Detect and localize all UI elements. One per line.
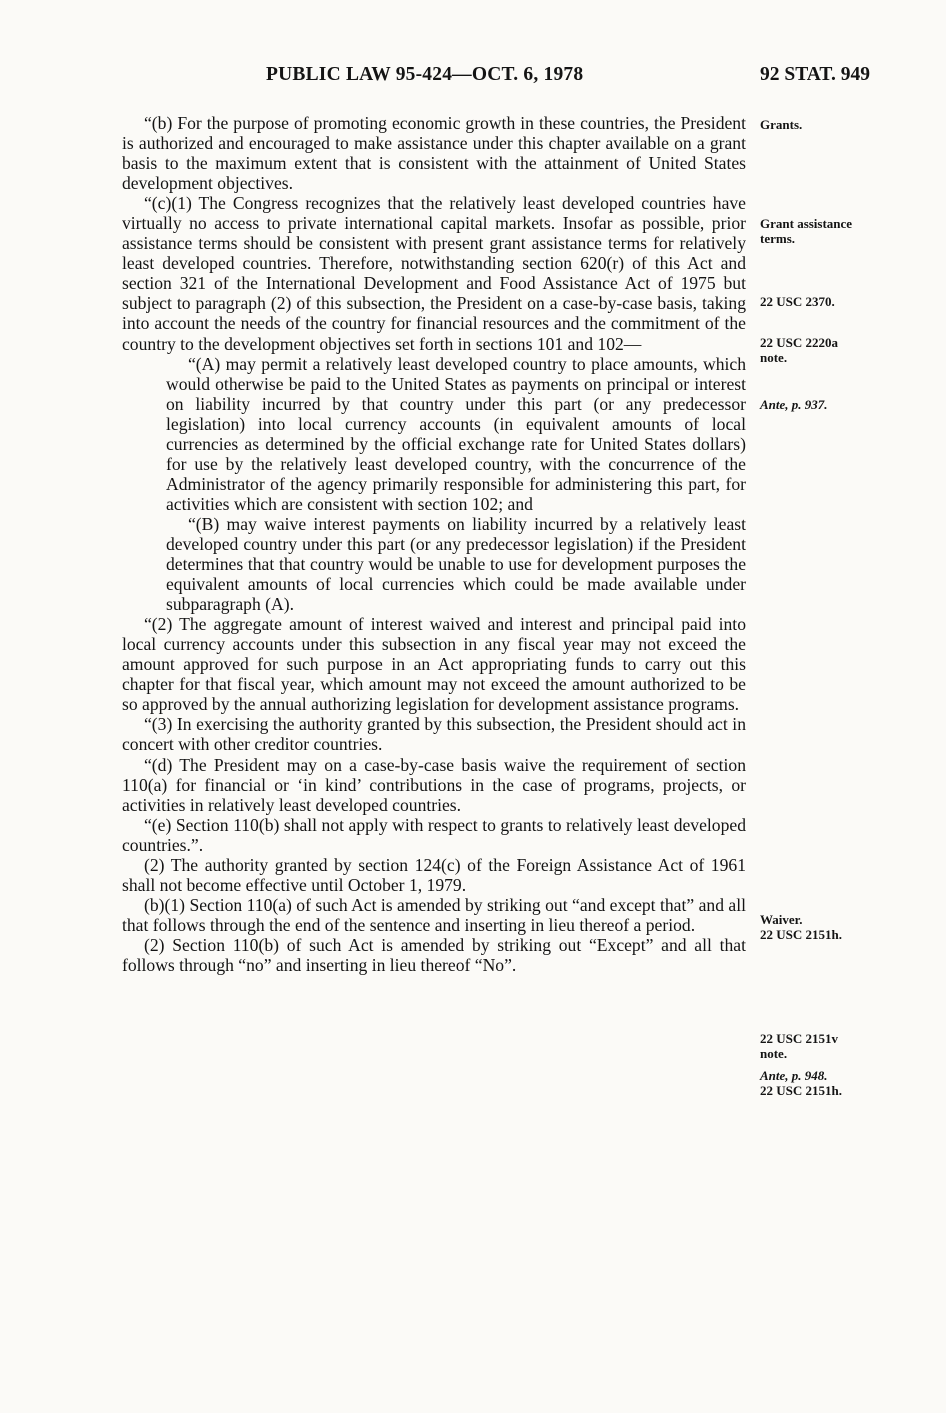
margin-note-waiver: Waiver. 22 USC 2151h. (760, 912, 842, 942)
paragraph-c2: “(2) The aggregate amount of interest waived and interest and principal paid into local currency accounts under this subsection in any fiscal year may not exceed the amount approved for such purpose in an Act appropriating funds to carry out this chapter for that fiscal year, which amount may not exceed the amount authorized to be so approved by the annual authorizing legislation for development assistance programs. (122, 614, 746, 715)
statute-page-number: 92 STAT. 949 (760, 64, 870, 85)
paragraph-d-waiver: “(d) The President may on a case-by-case basis waive the requirement of section 110(a) for financial or ‘in kind’ contributions in the case of programs, projects, or activities in relatively least developed countries. (122, 754, 746, 815)
paragraph-c1: “(c)(1) The Congress recognizes that the relatively least developed countries have virtually no access to private international capital markets. Insofar as possible, prior assistance terms should be consistent with present grant assistance terms for relatively least developed countries. Therefore, notwithstanding section 620(r) of this Act and section 321 of the International Development and Food Assistance Act of 1975 but subject to paragraph (2) of this subsection, the President on a case-by-case basis, taking into account the needs of the country for financial resources and the commitment of the country to the development objectives set forth in sections 101 and 102— (122, 193, 746, 354)
margin-note-22-usc-2151v: 22 USC 2151v note. (760, 1031, 839, 1061)
paragraph-b1-amendment: (b)(1) Section 110(a) of such Act is amended by striking out “and except that” and all that follows through the end of the sentence and inserting in lieu thereof a period. (122, 894, 746, 935)
subparagraph-b: “(B) may waive interest payments on liability incurred by a relatively least developed country under this part (or any predecessor legislation) if the President determines that that country would be unable to use for development purposes the equivalent amounts of local currencies which could be made available under subparagraph (A). (166, 513, 746, 615)
margin-note-22-usc-2370: 22 USC 2370. (760, 294, 835, 309)
margin-note-grants: Grants. (760, 117, 803, 132)
paragraph-a2-effective-date: (2) The authority granted by section 124(c) of the Foreign Assistance Act of 1961 shall not become effective until October 1, 1979. (122, 854, 746, 895)
subparagraph-a: “(A) may permit a relatively least developed country to place amounts, which would otherwise be paid to the United States as payments on principal or interest on liability incurred by that country under this part (or any predecessor legislation) into local currency accounts (in equivalent amounts of local currencies as determined by the official exchange rate for United States dollars) for use by the relatively least developed country, with the concurrence of the Administrator of the agency primarily responsible for administering this part, for activities which are consistent with section 102; and (166, 353, 746, 514)
running-header-title: PUBLIC LAW 95-424—OCT. 6, 1978 (266, 64, 584, 85)
body-text (122, 113, 746, 975)
margin-note-ante-937: Ante, p. 937. (760, 397, 828, 412)
paragraph-b-grants: “(b) For the purpose of promoting economic growth in these countries, the President is authorized and encouraged to make assistance under this chapter available on a grant basis to the maximum extent that is consistent with the attainment of United States development objectives. (122, 113, 746, 194)
margin-note-ante-948: Ante, p. 948. 22 USC 2151h. (760, 1068, 842, 1098)
paragraph-b2-amendment: (2) Section 110(b) of such Act is amended by striking out “Except” and all that follows through “no” and inserting in lieu thereof “No”. (122, 934, 746, 975)
paragraph-c3: “(3) In exercising the authority granted by this subsection, the President should act in concert with other creditor countries. (122, 714, 746, 755)
paragraph-e: “(e) Section 110(b) shall not apply with respect to grants to relatively least developed countries.”. (122, 814, 746, 855)
margin-note-22-usc-2220a: 22 USC 2220a note. (760, 335, 839, 365)
margin-note-grant-assistance-terms: Grant assistance terms. (760, 216, 853, 246)
